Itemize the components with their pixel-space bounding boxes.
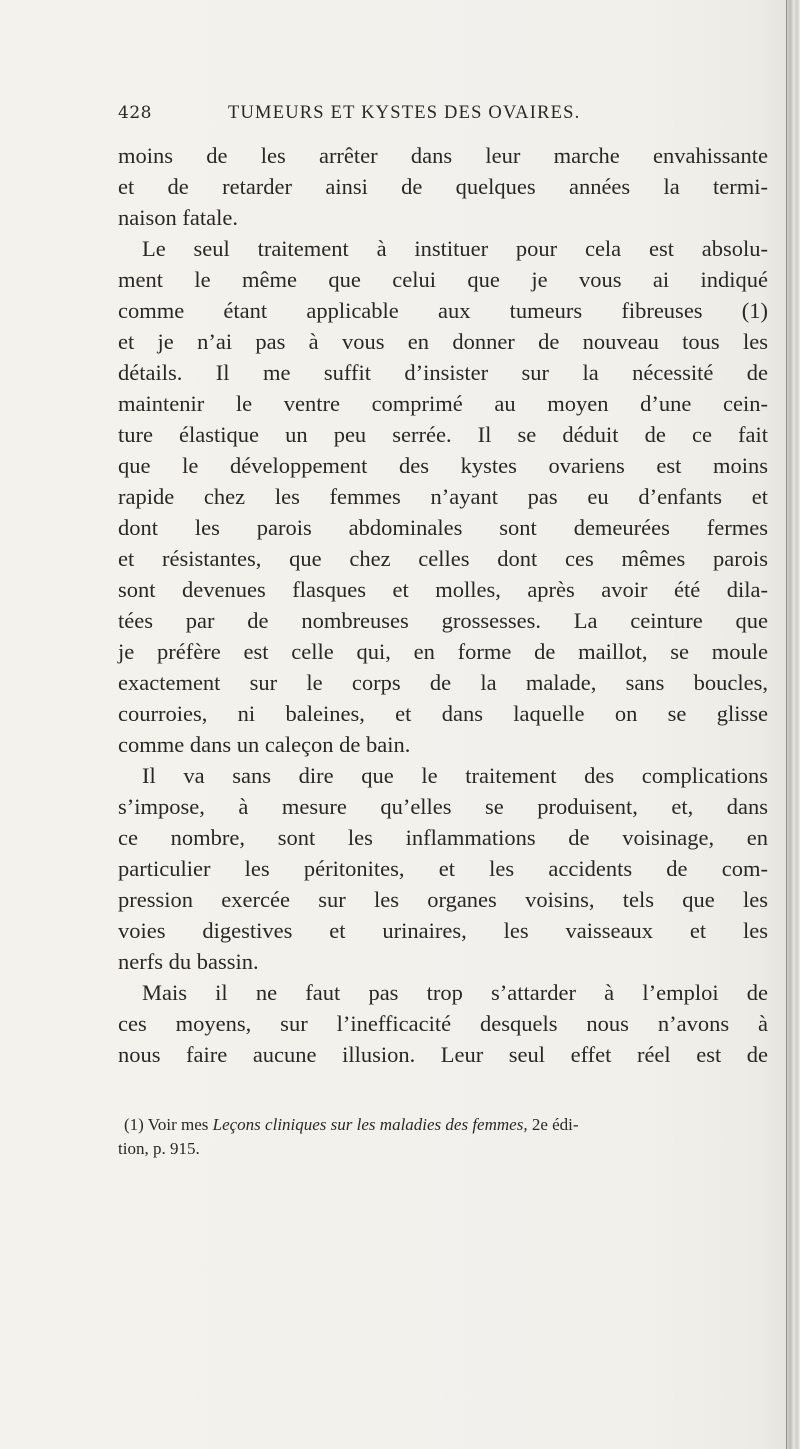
text-line: pression exercée sur les organes voisins, tels que les [118,887,768,912]
page-edge-shadow [786,0,800,1449]
text-line: ture élastique un peu serrée. Il se déduit de ce fait [118,422,768,447]
footnote-title: Leçons cliniques sur les maladies des femmes, [212,1115,528,1134]
footnote-line: tion, p. 915. [118,1139,200,1158]
body-text [118,140,768,1070]
text-line: s’impose, à mesure qu’elles se produisent, et, dans [118,794,768,819]
running-head: TUMEURS ET KYSTES DES OVAIRES. [228,103,581,123]
text-line: courroies, ni baleines, et dans laquelle on se glisse [118,701,768,726]
text-line: tées par de nombreuses grossesses. La ceinture que [118,608,768,633]
text-line: ce nombre, sont les inflammations de voisinage, en [118,825,768,850]
text-line: nerfs du bassin. [118,949,259,974]
text-line: comme étant applicable aux tumeurs fibreuses (1) [118,298,768,323]
text-line: et résistantes, que chez celles dont ces mêmes parois [118,546,768,571]
text-line: et de retarder ainsi de quelques années la termi- [118,174,768,199]
text-line: je préfère est celle qui, en forme de maillot, se moule [118,639,768,664]
text-line: Mais il ne faut pas trop s’attarder à l’emploi de [142,980,768,1005]
text-line: ces moyens, sur l’inefficacité desquels nous n’avons à [118,1011,768,1036]
page-edge-line [786,0,787,1449]
text-line: rapide chez les femmes n’ayant pas eu d’enfants et [118,484,768,509]
text-line: comme dans un caleçon de bain. [118,732,411,757]
text-line: nous faire aucune illusion. Leur seul effet réel est de [118,1042,768,1067]
footnote-prefix: Voir mes [147,1115,209,1134]
footnote-edition: 2e édi- [531,1115,579,1134]
text-line: naison fatale. [118,205,238,230]
footnote [118,1113,768,1161]
text-line: maintenir le ventre comprimé au moyen d’une cein- [118,391,768,416]
text-line: particulier les péritonites, et les accidents de com- [118,856,768,881]
page-number: 428 [118,103,152,123]
text-line: ment le même que celui que je vous ai indiqué [118,267,768,292]
text-line: voies digestives et urinaires, les vaisseaux et les [118,918,768,943]
text-line: détails. Il me suffit d’insister sur la nécessité de [118,360,768,385]
text-line: et je n’ai pas à vous en donner de nouveau tous les [118,329,768,354]
footnote-line [118,1113,768,1137]
page-header [118,103,768,131]
text-line: exactement sur le corps de la malade, sans boucles, [118,670,768,695]
text-line: moins de les arrêter dans leur marche envahissante [118,143,768,168]
text-line: Le seul traitement à instituer pour cela est absolu- [142,236,768,261]
text-line: Il va sans dire que le traitement des complications [142,763,768,788]
text-line: sont devenues flasques et molles, après avoir été dila- [118,577,768,602]
text-line: que le développement des kystes ovariens est moins [118,453,768,478]
text-line: dont les parois abdominales sont demeurées fermes [118,515,768,540]
footnote-marker: (1) [124,1115,144,1134]
